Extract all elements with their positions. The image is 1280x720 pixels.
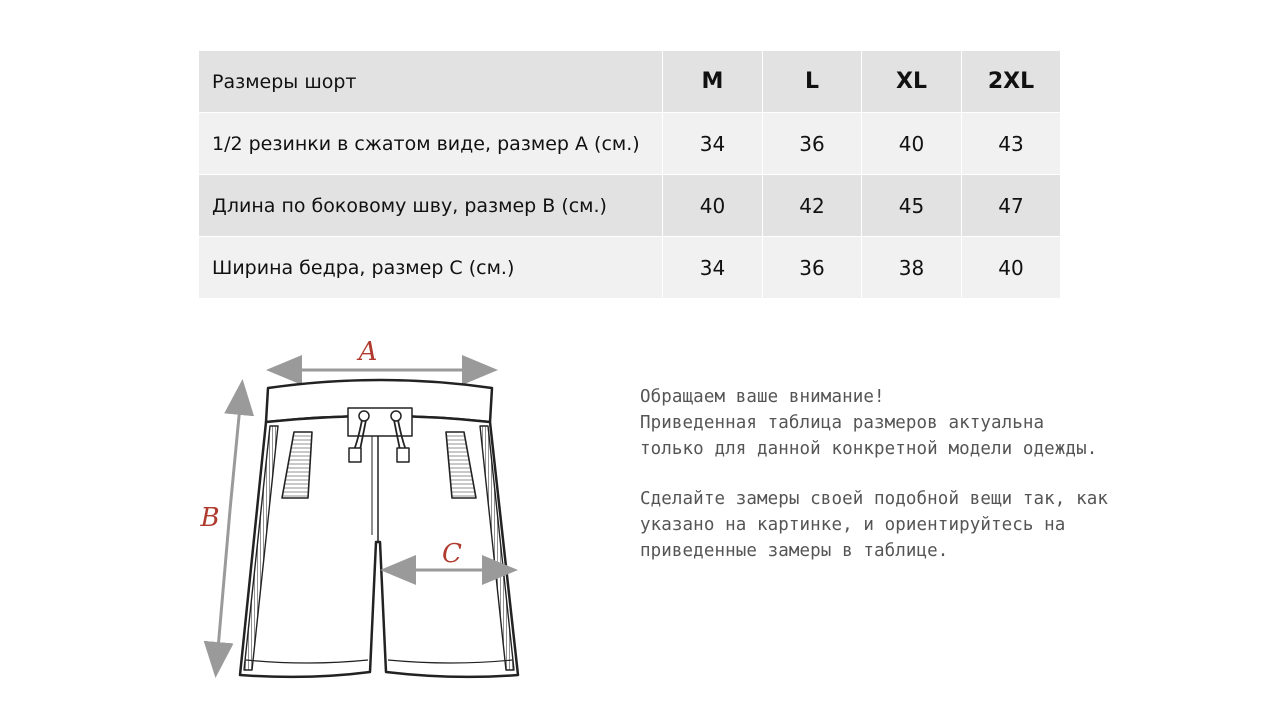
shorts-illustration: [240, 380, 518, 677]
note-line: приведенные замеры в таблице.: [640, 541, 949, 561]
measurement-note: [640, 384, 1240, 564]
table-row: [199, 237, 1061, 299]
label-a: A: [358, 337, 378, 367]
table-row: [199, 175, 1061, 237]
size-header-2xl: 2XL: [962, 51, 1061, 113]
table-cell: 40: [962, 237, 1061, 299]
table-cell: 47: [962, 175, 1061, 237]
table-cell: 45: [862, 175, 962, 237]
row-label: Длина по боковому шву, размер B (см.): [199, 175, 663, 237]
note-line: только для данной конкретной модели одежды.: [640, 439, 1098, 459]
note-line: Приведенная таблица размеров актуальна: [640, 413, 1045, 433]
size-header-xl: XL: [862, 51, 962, 113]
table-cell: 43: [962, 113, 1061, 175]
table-row: [199, 113, 1061, 175]
row-label: 1/2 резинки в сжатом виде, размер A (см.): [199, 113, 663, 175]
table-cell: 36: [763, 113, 862, 175]
note-line: Сделайте замеры своей подобной вещи так, как: [640, 489, 1108, 509]
note-line: указано на картинке, и ориентируйтесь на: [640, 515, 1066, 535]
table-cell: 42: [763, 175, 862, 237]
shorts-measurement-diagram: [190, 330, 530, 690]
arrow-b: [216, 385, 242, 672]
label-b: B: [200, 503, 220, 533]
table-cell: 34: [663, 113, 763, 175]
table-cell: 34: [663, 237, 763, 299]
table-cell: 38: [862, 237, 962, 299]
table-header-row: [199, 51, 1061, 113]
size-header-m: M: [663, 51, 763, 113]
row-label: Ширина бедра, размер C (см.): [199, 237, 663, 299]
note-line: Обращаем ваше внимание!: [640, 387, 885, 407]
table-cell: 40: [663, 175, 763, 237]
table-cell: 36: [763, 237, 862, 299]
size-table: [199, 51, 1061, 299]
table-header-label: Размеры шорт: [199, 51, 663, 113]
note-paragraph: [640, 384, 1240, 462]
table-cell: 40: [862, 113, 962, 175]
label-c: C: [442, 539, 462, 569]
size-header-l: L: [763, 51, 862, 113]
note-paragraph: [640, 486, 1240, 564]
